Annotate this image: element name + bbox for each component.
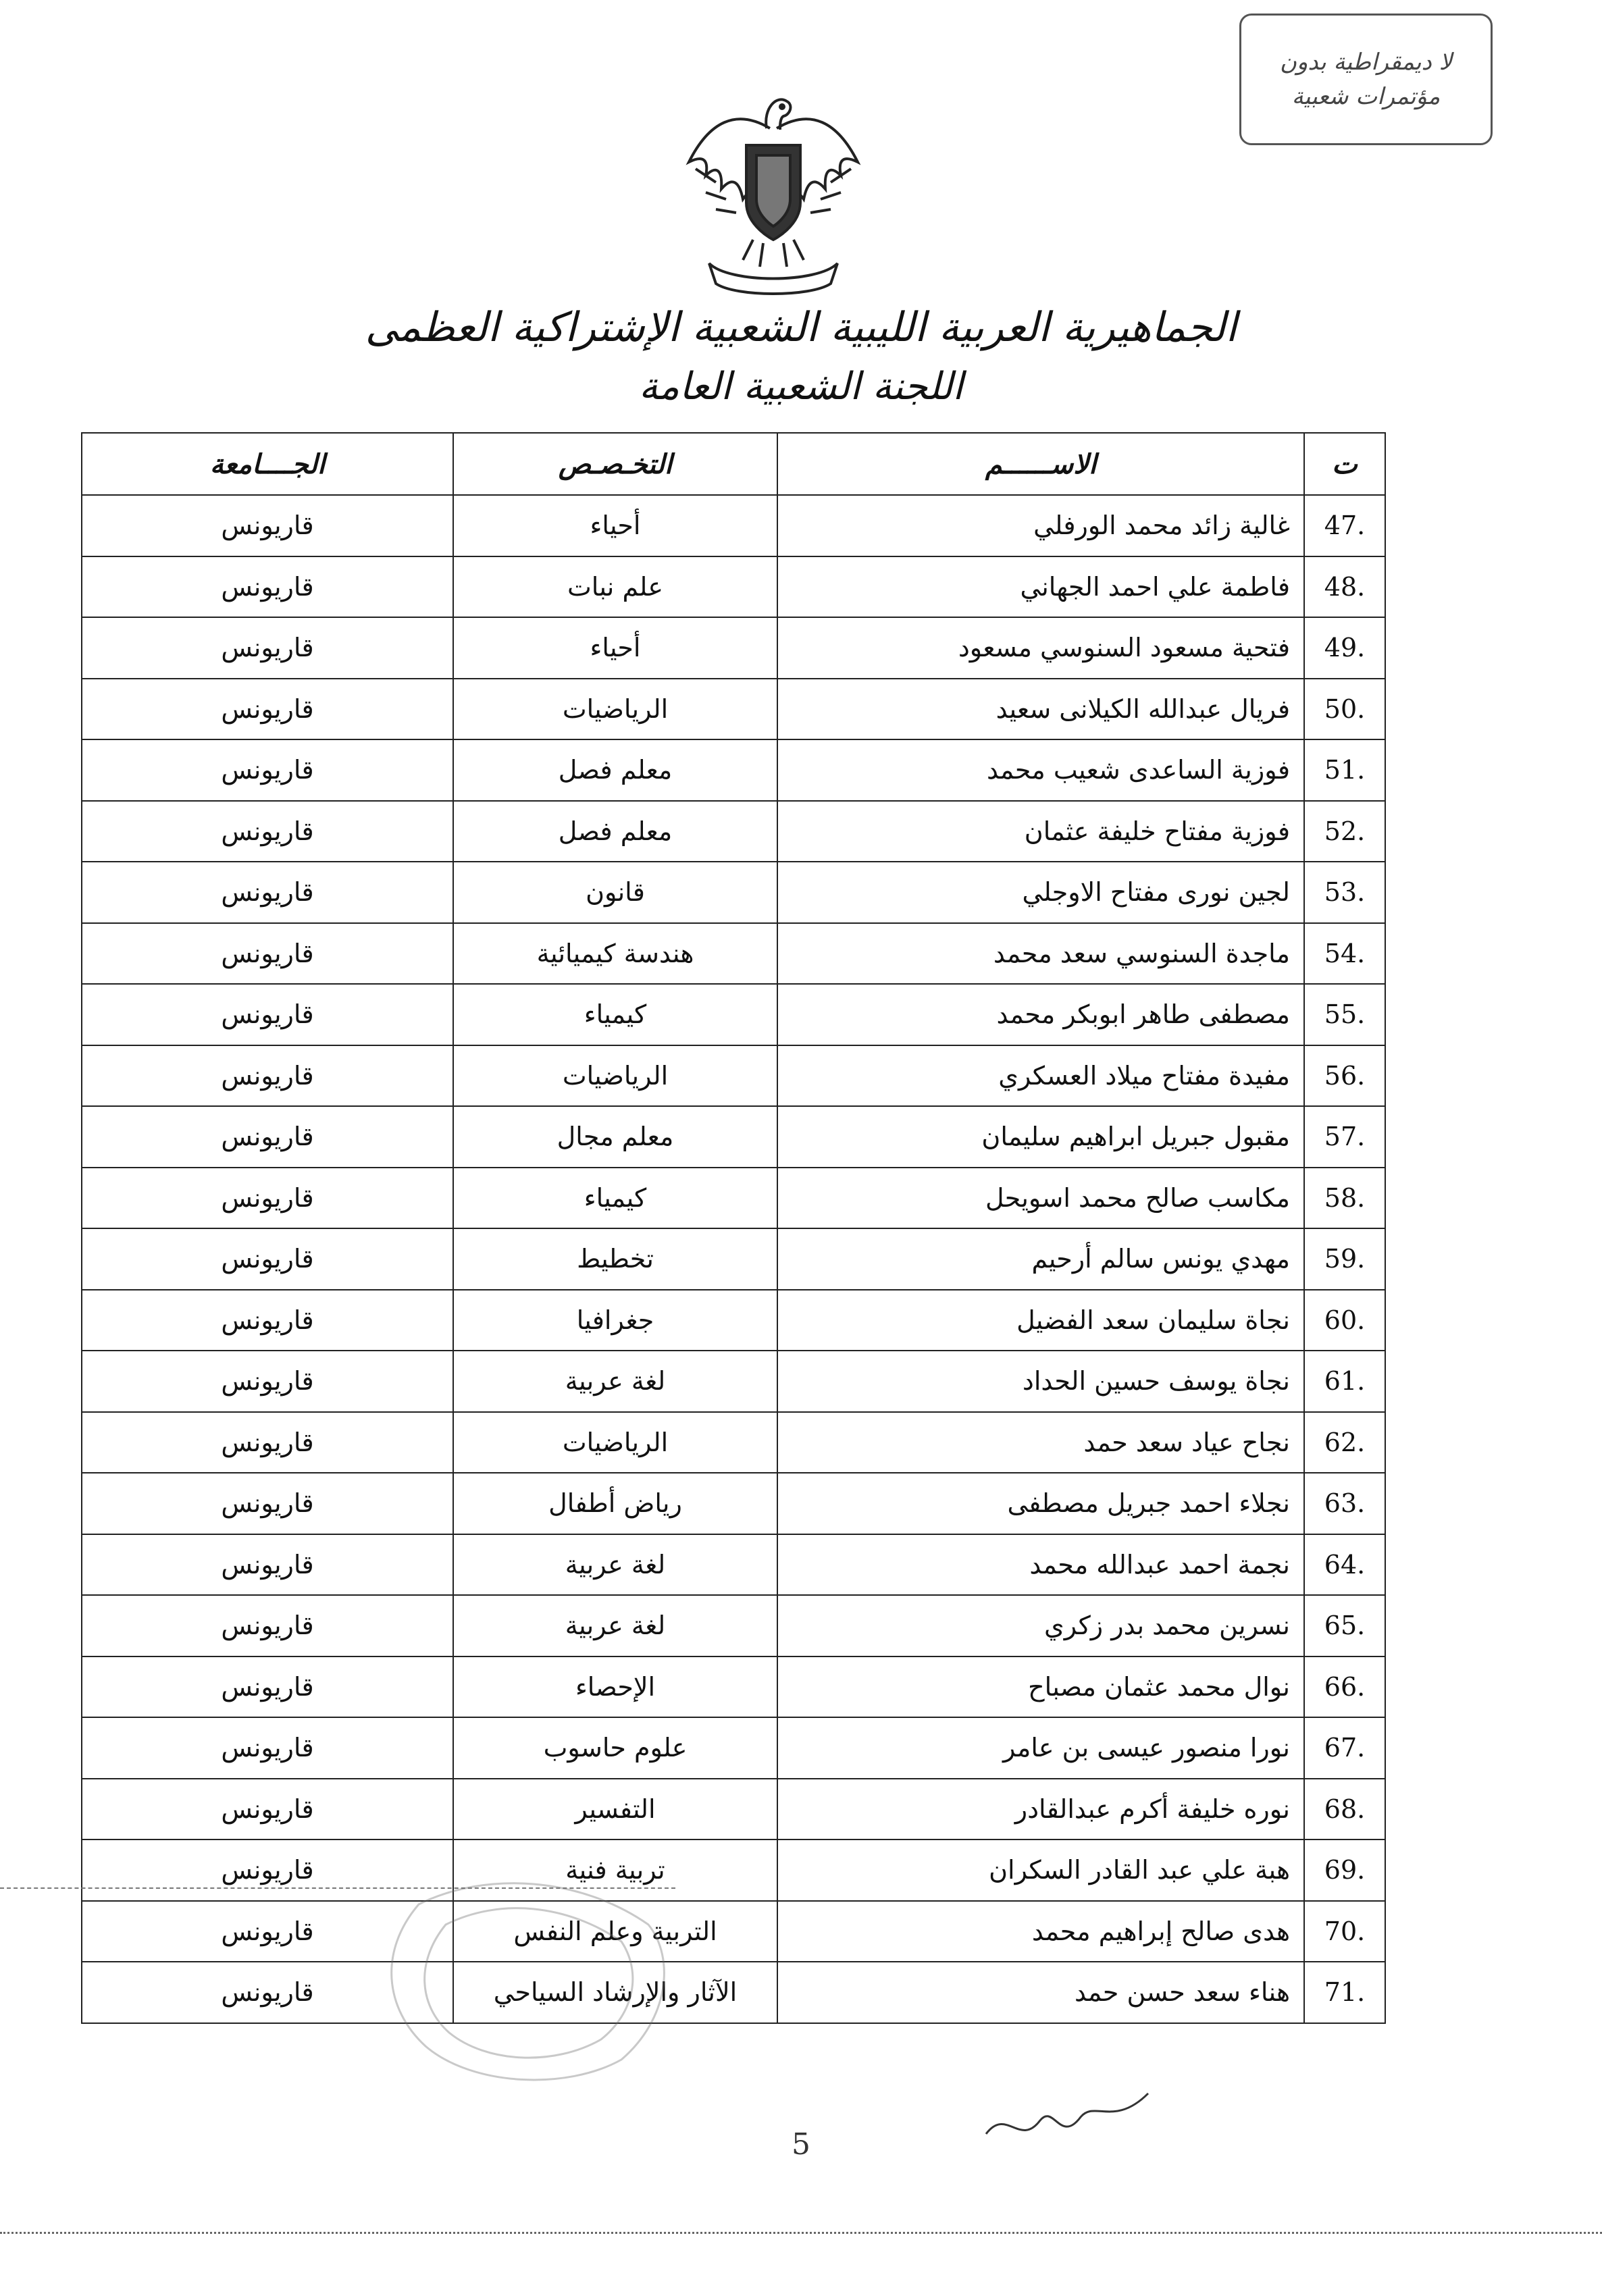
row-specialty: تربية فنية <box>453 1840 777 1901</box>
row-number: .58 <box>1304 1168 1385 1229</box>
column-header-number: ت <box>1304 433 1385 495</box>
row-name: لجين نورى مفتاح الاوجلي <box>777 862 1304 923</box>
row-university: قاريونس <box>82 679 453 740</box>
row-number: .56 <box>1304 1045 1385 1107</box>
row-university: قاريونس <box>82 1045 453 1107</box>
table-row <box>82 1840 1385 1901</box>
table-row <box>82 1290 1385 1351</box>
row-university: قاريونس <box>82 1717 453 1779</box>
row-specialty: الآثار والإرشاد السياحي <box>453 1962 777 2023</box>
row-name: نجمة احمد عبدالله محمد <box>777 1534 1304 1596</box>
row-number: .63 <box>1304 1473 1385 1534</box>
row-number: .48 <box>1304 556 1385 618</box>
table-row <box>82 739 1385 801</box>
row-specialty: أحياء <box>453 495 777 556</box>
row-specialty: كيمياء <box>453 984 777 1045</box>
row-specialty: كيمياء <box>453 1168 777 1229</box>
row-university: قاريونس <box>82 1473 453 1534</box>
row-name: مفيدة مفتاح ميلاد العسكري <box>777 1045 1304 1107</box>
row-number: .55 <box>1304 984 1385 1045</box>
row-specialty: التربية وعلم النفس <box>453 1901 777 1962</box>
table-row <box>82 1595 1385 1656</box>
row-specialty: رياض أطفال <box>453 1473 777 1534</box>
row-specialty: قانون <box>453 862 777 923</box>
row-name: فريال عبدالله الكيلانى سعيد <box>777 679 1304 740</box>
row-number: .64 <box>1304 1534 1385 1596</box>
committee-subtitle: اللجنة الشعبية العامة <box>639 365 963 409</box>
row-number: .67 <box>1304 1717 1385 1779</box>
table-row <box>82 1351 1385 1412</box>
row-number: .66 <box>1304 1656 1385 1718</box>
row-number: .62 <box>1304 1412 1385 1473</box>
row-specialty: أحياء <box>453 617 777 679</box>
row-name: نجاح عياد سعد حمد <box>777 1412 1304 1473</box>
row-number: .50 <box>1304 679 1385 740</box>
row-university: قاريونس <box>82 801 453 862</box>
row-number: .71 <box>1304 1962 1385 2023</box>
table-row <box>82 984 1385 1045</box>
row-specialty: تخطيط <box>453 1228 777 1290</box>
row-name: نورا منصور عيسى بن عامر <box>777 1717 1304 1779</box>
row-university: قاريونس <box>82 1412 453 1473</box>
column-header-name: الاســــــم <box>777 433 1304 495</box>
column-header-specialty: التخـصـص <box>453 433 777 495</box>
table-row <box>82 1228 1385 1290</box>
row-name: نوال محمد عثمان مصباح <box>777 1656 1304 1718</box>
official-seal-icon <box>365 1864 689 2093</box>
table-row <box>82 1412 1385 1473</box>
row-name: ماجدة السنوسي سعد محمد <box>777 923 1304 985</box>
table-row <box>82 1962 1385 2023</box>
row-university: قاريونس <box>82 739 453 801</box>
table-body <box>82 495 1385 2023</box>
row-specialty: جغرافيا <box>453 1290 777 1351</box>
row-number: .53 <box>1304 862 1385 923</box>
row-number: .51 <box>1304 739 1385 801</box>
table-header-row <box>82 433 1385 495</box>
scan-edge-line <box>0 2232 1602 2234</box>
row-name: نجاة يوسف حسين الحداد <box>777 1351 1304 1412</box>
row-university: قاريونس <box>82 1595 453 1656</box>
row-name: غالية زائد محمد الورفلي <box>777 495 1304 556</box>
row-number: .60 <box>1304 1290 1385 1351</box>
row-specialty: الرياضيات <box>453 1045 777 1107</box>
row-name: مكاسب صالح محمد اسويحل <box>777 1168 1304 1229</box>
table-row <box>82 1656 1385 1718</box>
row-name: هناء سعد حسن حمد <box>777 1962 1304 2023</box>
row-name: هبة علي عبد القادر السكران <box>777 1840 1304 1901</box>
table-row <box>82 1779 1385 1840</box>
eagle-emblem-icon <box>669 81 878 297</box>
page-number: 5 <box>792 2127 810 2162</box>
row-number: .59 <box>1304 1228 1385 1290</box>
row-number: .69 <box>1304 1840 1385 1901</box>
column-header-university: الجــــامعة <box>82 433 453 495</box>
row-university: قاريونس <box>82 984 453 1045</box>
row-university: قاريونس <box>82 1106 453 1168</box>
row-name: مقبول جبريل ابراهيم سليمان <box>777 1106 1304 1168</box>
row-university: قاريونس <box>82 1779 453 1840</box>
stamp-line-1: لا ديمقراطية بدون <box>1280 48 1452 76</box>
row-number: .68 <box>1304 1779 1385 1840</box>
graduates-table <box>81 432 1386 2024</box>
row-specialty: التفسير <box>453 1779 777 1840</box>
row-specialty: هندسة كيميائية <box>453 923 777 985</box>
row-specialty: الرياضيات <box>453 679 777 740</box>
table-row <box>82 923 1385 985</box>
table-row <box>82 1717 1385 1779</box>
row-number: .54 <box>1304 923 1385 985</box>
row-name: مصطفى طاهر ابوبكر محمد <box>777 984 1304 1045</box>
row-university: قاريونس <box>82 556 453 618</box>
row-number: .57 <box>1304 1106 1385 1168</box>
row-university: قاريونس <box>82 1534 453 1596</box>
table-row <box>82 1534 1385 1596</box>
row-number: .49 <box>1304 617 1385 679</box>
row-number: .70 <box>1304 1901 1385 1962</box>
table-row <box>82 556 1385 618</box>
table-row <box>82 495 1385 556</box>
row-name: نجلاء احمد جبريل مصطفى <box>777 1473 1304 1534</box>
row-university: قاريونس <box>82 495 453 556</box>
stamp-line-2: مؤتمرات شعبية <box>1291 82 1441 110</box>
row-university: قاريونس <box>82 1901 453 1962</box>
row-university: قاريونس <box>82 1168 453 1229</box>
row-specialty: معلم فصل <box>453 801 777 862</box>
row-university: قاريونس <box>82 1228 453 1290</box>
row-university: قاريونس <box>82 1962 453 2023</box>
row-university: قاريونس <box>82 862 453 923</box>
row-number: .47 <box>1304 495 1385 556</box>
row-specialty: علم نبات <box>453 556 777 618</box>
table-row <box>82 617 1385 679</box>
table-row <box>82 1045 1385 1107</box>
state-title: الجماهيرية العربية الليبية الشعبية الإشتراكية العظمى <box>365 304 1237 351</box>
row-specialty: الرياضيات <box>453 1412 777 1473</box>
row-name: فوزية مفتاح خليفة عثمان <box>777 801 1304 862</box>
table-row <box>82 1168 1385 1229</box>
row-name: هدى صالح إبراهيم محمد <box>777 1901 1304 1962</box>
row-specialty: لغة عربية <box>453 1351 777 1412</box>
table-row <box>82 801 1385 862</box>
table-row <box>82 1901 1385 1962</box>
row-university: قاريونس <box>82 617 453 679</box>
row-name: فاطمة علي احمد الجهاني <box>777 556 1304 618</box>
row-specialty: علوم حاسوب <box>453 1717 777 1779</box>
row-university: قاريونس <box>82 1656 453 1718</box>
row-name: نجاة سليمان سعد الفضيل <box>777 1290 1304 1351</box>
row-name: نسرين محمد بدر زكري <box>777 1595 1304 1656</box>
row-number: .52 <box>1304 801 1385 862</box>
row-university: قاريونس <box>82 923 453 985</box>
row-specialty: معلم فصل <box>453 739 777 801</box>
table-row <box>82 679 1385 740</box>
row-number: .61 <box>1304 1351 1385 1412</box>
row-number: .65 <box>1304 1595 1385 1656</box>
row-specialty: معلم مجال <box>453 1106 777 1168</box>
slogan-stamp <box>1239 14 1493 145</box>
table-row <box>82 1106 1385 1168</box>
row-university: قاريونس <box>82 1840 453 1901</box>
row-university: قاريونس <box>82 1351 453 1412</box>
row-specialty: الإحصاء <box>453 1656 777 1718</box>
row-name: مهدي يونس سالم أرحيم <box>777 1228 1304 1290</box>
row-name: فتحية مسعود السنوسي مسعود <box>777 617 1304 679</box>
table-row <box>82 1473 1385 1534</box>
row-university: قاريونس <box>82 1290 453 1351</box>
row-name: فوزية الساعدى شعيب محمد <box>777 739 1304 801</box>
table-row <box>82 862 1385 923</box>
row-specialty: لغة عربية <box>453 1595 777 1656</box>
row-specialty: لغة عربية <box>453 1534 777 1596</box>
row-name: نوره خليفة أكرم عبدالقادر <box>777 1779 1304 1840</box>
